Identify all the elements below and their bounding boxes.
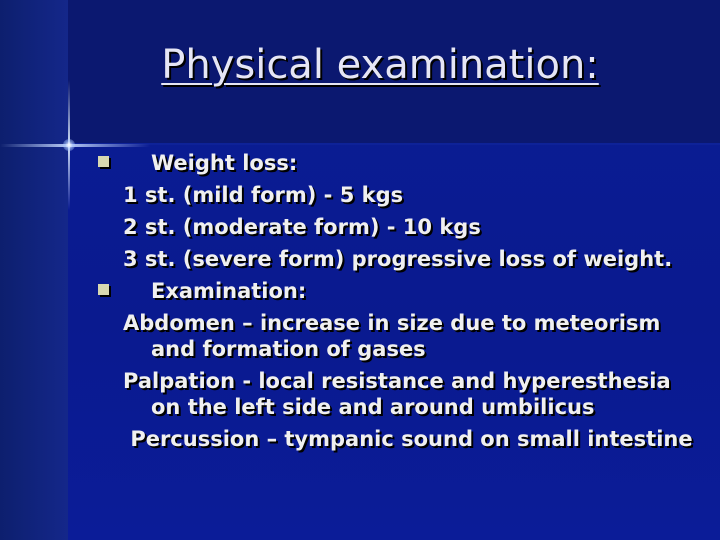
bullet-text: Weight loss:	[151, 151, 298, 175]
square-bullet-icon	[98, 284, 109, 295]
bullet-item-weight-loss	[123, 150, 703, 176]
list-item: 1 st. (mild form) - 5 kgs	[123, 183, 404, 207]
star-flare-icon	[63, 139, 75, 151]
list-item: Percussion – tympanic sound on small intestine	[123, 427, 693, 451]
list-item: Abdomen – increase in size due to meteorism and formation of gases	[123, 311, 661, 361]
slide-title: Physical examination:	[161, 42, 599, 88]
square-bullet-icon	[98, 156, 109, 167]
bullet-item-examination	[123, 278, 703, 304]
list-item: 2 st. (moderate form) - 10 kgs	[123, 215, 481, 239]
slide-body	[123, 150, 703, 458]
list-item: 3 st. (severe form) progressive loss of weight.	[123, 247, 673, 271]
bullet-text: Examination:	[151, 279, 307, 303]
list-item: Palpation - local resistance and hyperesthesia on the left side and around umbilicus	[123, 369, 671, 419]
star-flare-horizontal	[0, 144, 150, 147]
